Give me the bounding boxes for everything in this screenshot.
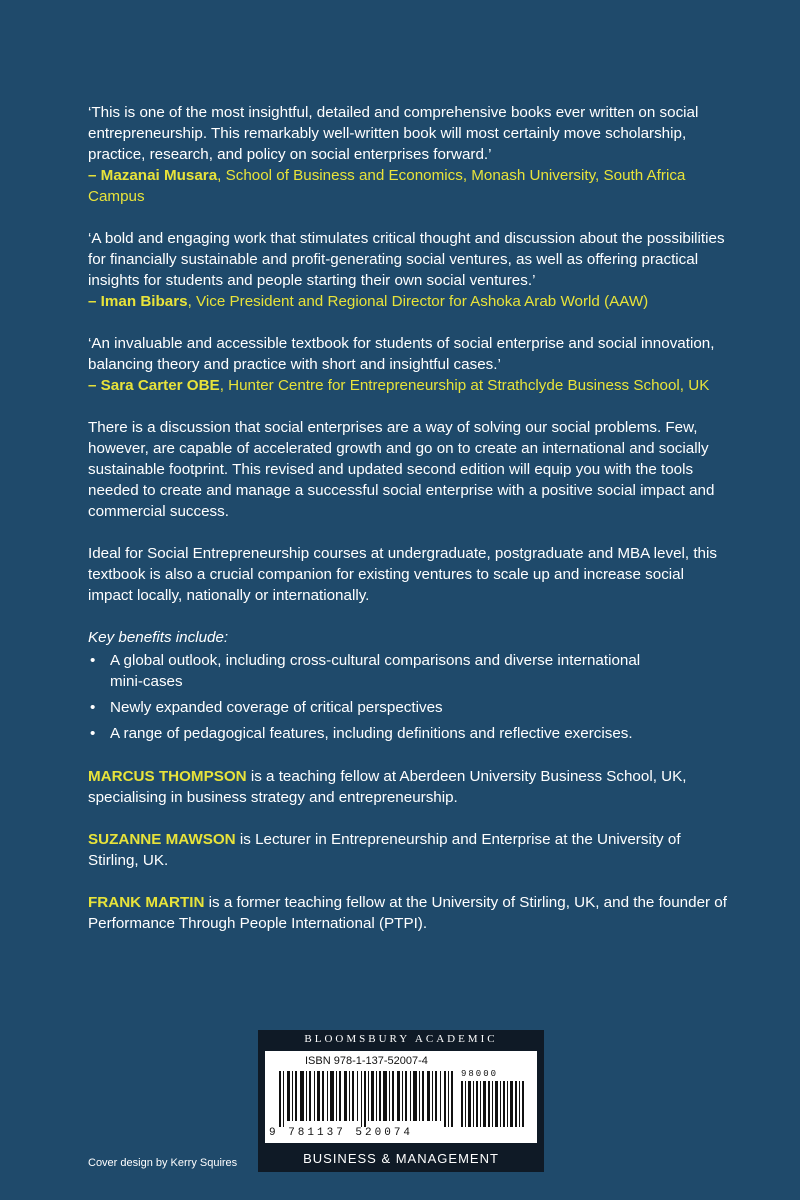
author-description: is Lecturer in Entrepreneurship and Enterprise at the University of Stirling, UK. [88,831,681,869]
list-item: • A range of pedagogical features, including definitions and reflective exercises. [88,723,670,744]
endorsement-quote [88,333,728,396]
publisher-name: BLOOMSBURY ACADEMIC [304,1033,498,1045]
quote-affiliation: , School of Business and Economics, Monash University, South Africa Campus [88,167,686,205]
list-item: • Newly expanded coverage of critical perspectives [88,697,670,718]
cover-design-credit: Cover design by Kerry Squires [88,1157,238,1169]
publisher-block [258,1030,544,1172]
price-barcode-icon [461,1081,525,1127]
author-bio [88,892,728,934]
barcode-digits: 9 781137 520074 [269,1127,414,1139]
quote-author: – Mazanai Musara [88,167,218,184]
quote-author: – Iman Bibars [88,293,188,310]
category-label: BUSINESS & MANAGEMENT [303,1151,499,1166]
back-cover-text [88,102,728,955]
quote-text: ‘This is one of the most insightful, detailed and comprehensive books ever written on social entrepreneurship. This remarkably well-written book will most certainly move scholarship, practice, research, and policy on social enterprises forward.’ [88,104,699,163]
benefits-heading: Key benefits include: [88,629,229,646]
quote-text: ‘A bold and engaging work that stimulates critical thought and discussion about the possibilities for financially sustainable and profit-generating social ventures, as well as offering practical insights for students and people starting their own social ventures.’ [88,230,725,289]
author-name: FRANK MARTIN [88,894,205,911]
author-name: MARCUS THOMPSON [88,768,247,785]
author-bio [88,829,728,871]
author-description: is a former teaching fellow at the University of Stirling, UK, and the founder of Performance Through People International (PTPI). [88,894,727,932]
barcode-area [265,1051,537,1143]
author-bio [88,766,728,808]
benefits-list [88,650,728,744]
quote-attribution [88,167,685,205]
description-paragraph: There is a discussion that social enterprises are a way of solving our social problems. Few, however, are capable of accelerated growth and go on to create an international and socially sustainable footprint. This revised and updated second edition will equip you with the tools needed to create and manage a successful social enterprise with a positive social impact and commercial success. [88,419,715,520]
quote-attribution [88,293,648,310]
price-code: 98000 [461,1069,499,1079]
author-name: SUZANNE MAWSON [88,831,236,848]
list-item: • A global outlook, including cross-cultural comparisons and diverse international mini-cases [88,650,670,692]
endorsement-quote [88,228,728,312]
barcode-icon [279,1071,455,1127]
isbn-label: ISBN 978-1-137-52007-4 [305,1055,428,1067]
quote-affiliation: , Hunter Centre for Entrepreneurship at Strathclyde Business School, UK [219,377,710,394]
quote-text: ‘An invaluable and accessible textbook for students of social enterprise and social innovation, balancing theory and practice with short and insightful cases.’ [88,335,715,373]
quote-attribution [88,377,709,394]
endorsement-quote [88,102,728,207]
quote-affiliation: , Vice President and Regional Director for Ashoka Arab World (AAW) [187,293,649,310]
description-paragraph: Ideal for Social Entrepreneurship courses at undergraduate, postgraduate and MBA level, this textbook is also a crucial companion for existing ventures to scale up and increase social impact locally, nationally or internationally. [88,545,717,604]
quote-author: – Sara Carter OBE [88,377,220,394]
author-description: is a teaching fellow at Aberdeen University Business School, UK, specialising in business strategy and entrepreneurship. [88,768,687,806]
